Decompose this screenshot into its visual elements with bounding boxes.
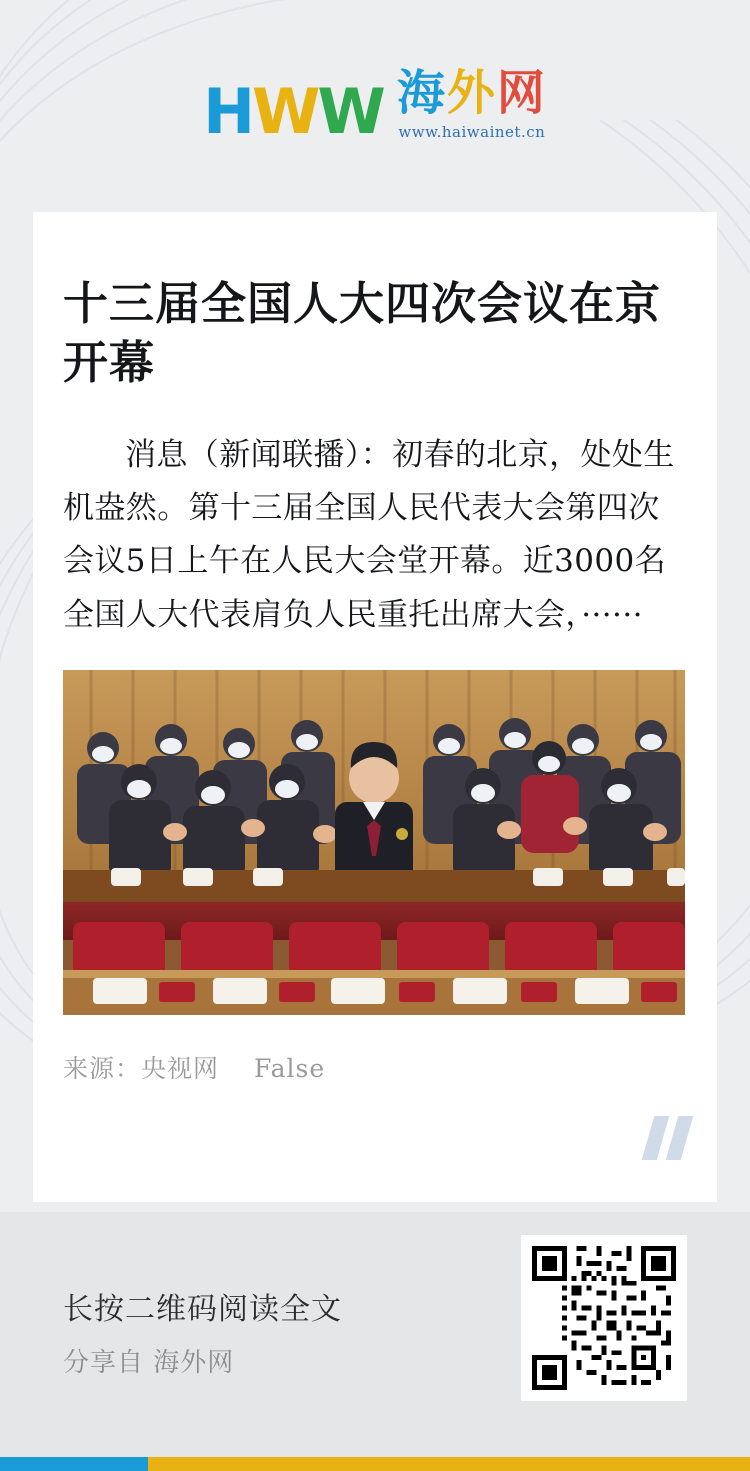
qr-code-icon	[532, 1246, 676, 1390]
page-title: 十三届全国人大四次会议在京开幕	[63, 277, 662, 390]
logo-chinese-block	[396, 65, 547, 143]
quote-decoration	[648, 1116, 687, 1160]
article-source	[63, 1015, 687, 1085]
logo-letter-w2: W	[317, 75, 383, 148]
qr-prompt: 长按二维码阅读全文	[63, 1292, 342, 1327]
logo-cn-char-3: 网	[496, 65, 547, 121]
site-logo	[203, 65, 547, 148]
logo-letter-w1: W	[252, 75, 318, 148]
bottom-color-bar	[0, 1457, 750, 1471]
logo-cn-char-1: 海	[396, 65, 447, 121]
qr-code[interactable]	[521, 1235, 687, 1401]
photo-illustration	[63, 670, 685, 1015]
logo-chinese	[396, 65, 547, 121]
footer-text-block	[33, 1284, 342, 1399]
logo-cn-char-2: 外	[446, 65, 497, 121]
site-header	[0, 0, 750, 212]
logo-letter-h: H	[203, 75, 253, 148]
bottom-bar-yellow	[148, 1457, 750, 1471]
article-card	[33, 212, 717, 1202]
share-footer	[0, 1212, 750, 1471]
logo-url: www.haiwainet.cn	[398, 123, 546, 141]
logo-letters	[203, 75, 383, 148]
bottom-bar-blue	[0, 1457, 148, 1471]
source-label: 来源：央视网	[63, 1054, 220, 1084]
article-photo	[63, 670, 685, 1015]
source-flag: False	[253, 1054, 326, 1084]
article-body: 消息（新闻联播）：初春的北京，处处生机盎然。第十三届全国人民代表大会第四次会议5日上午在人民大会堂开幕。近3000名全国人大代表肩负人民重托出席大会，······	[63, 436, 675, 633]
share-from: 分享自 海外网	[63, 1348, 235, 1378]
